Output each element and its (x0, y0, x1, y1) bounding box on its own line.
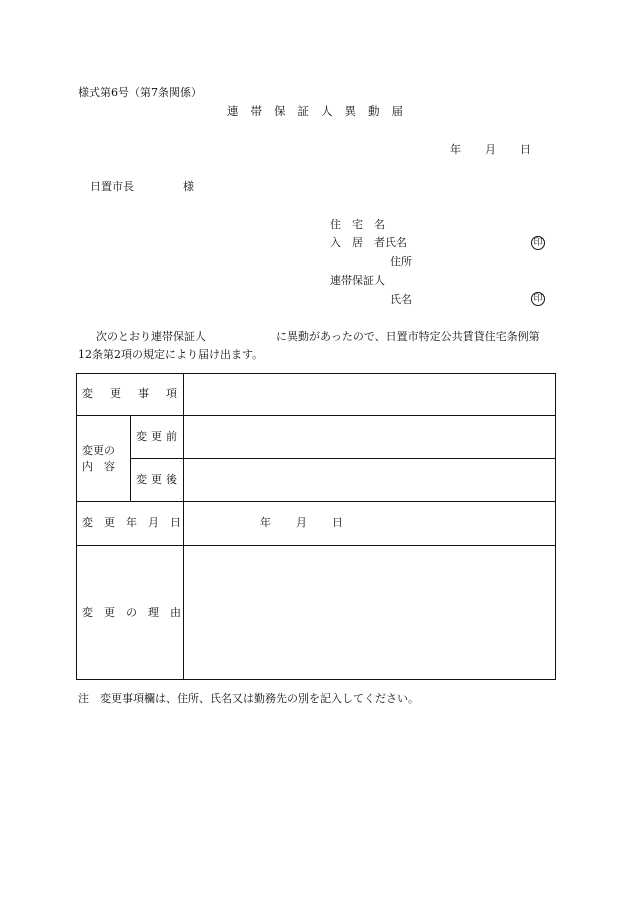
date-year-label: 年 (450, 143, 461, 156)
tenant-seal-icon: 印 (531, 236, 545, 250)
guarantor-seal-icon: 印 (531, 292, 545, 306)
body-line1-end: に異動があったので、日置市特定公共賃貸住宅条例第 (276, 330, 540, 343)
date-day-label: 日 (520, 143, 531, 156)
change-item-label: 変更事項 (82, 387, 194, 400)
change-date-year: 年 (260, 516, 271, 529)
change-after-label: 変更後 (136, 473, 181, 486)
addressee-honorific: 様 (183, 180, 194, 193)
body-line2: 12条第2項の規定により届け出ます。 (78, 348, 264, 361)
change-content-label-line2: 内 容 (82, 460, 115, 473)
tenant-name-label: 入 居 者氏名 (330, 236, 407, 249)
date-month-label: 月 (485, 143, 496, 156)
guarantor-name-label: 氏名 (390, 293, 412, 306)
table-divider (130, 415, 131, 501)
change-date-label: 変更年月日 (82, 516, 192, 529)
addressee-name: 日置市長 (90, 180, 134, 193)
change-date-month: 月 (296, 516, 307, 529)
table-rule (76, 501, 556, 502)
table-rule (130, 458, 556, 459)
change-reason-label: 変更の理由 (82, 606, 192, 619)
form-number: 様式第6号（第7条関係） (78, 86, 202, 99)
table-rule (76, 415, 556, 416)
guarantor-label: 連帯保証人 (330, 274, 385, 287)
housing-name-label: 住 宅 名 (330, 218, 385, 231)
table-rule (76, 545, 556, 546)
change-before-label: 変更前 (136, 430, 181, 443)
footnote: 注 変更事項欄は、住所、氏名又は勤務先の別を記入してください。 (78, 692, 419, 705)
change-content-label-line1: 変更の (82, 444, 115, 457)
address-label: 住所 (390, 255, 412, 268)
change-date-day: 日 (332, 516, 343, 529)
document-title: 連帯保証人異動届 (227, 104, 415, 118)
body-line1-start: 次のとおり連帯保証人 (96, 330, 206, 343)
